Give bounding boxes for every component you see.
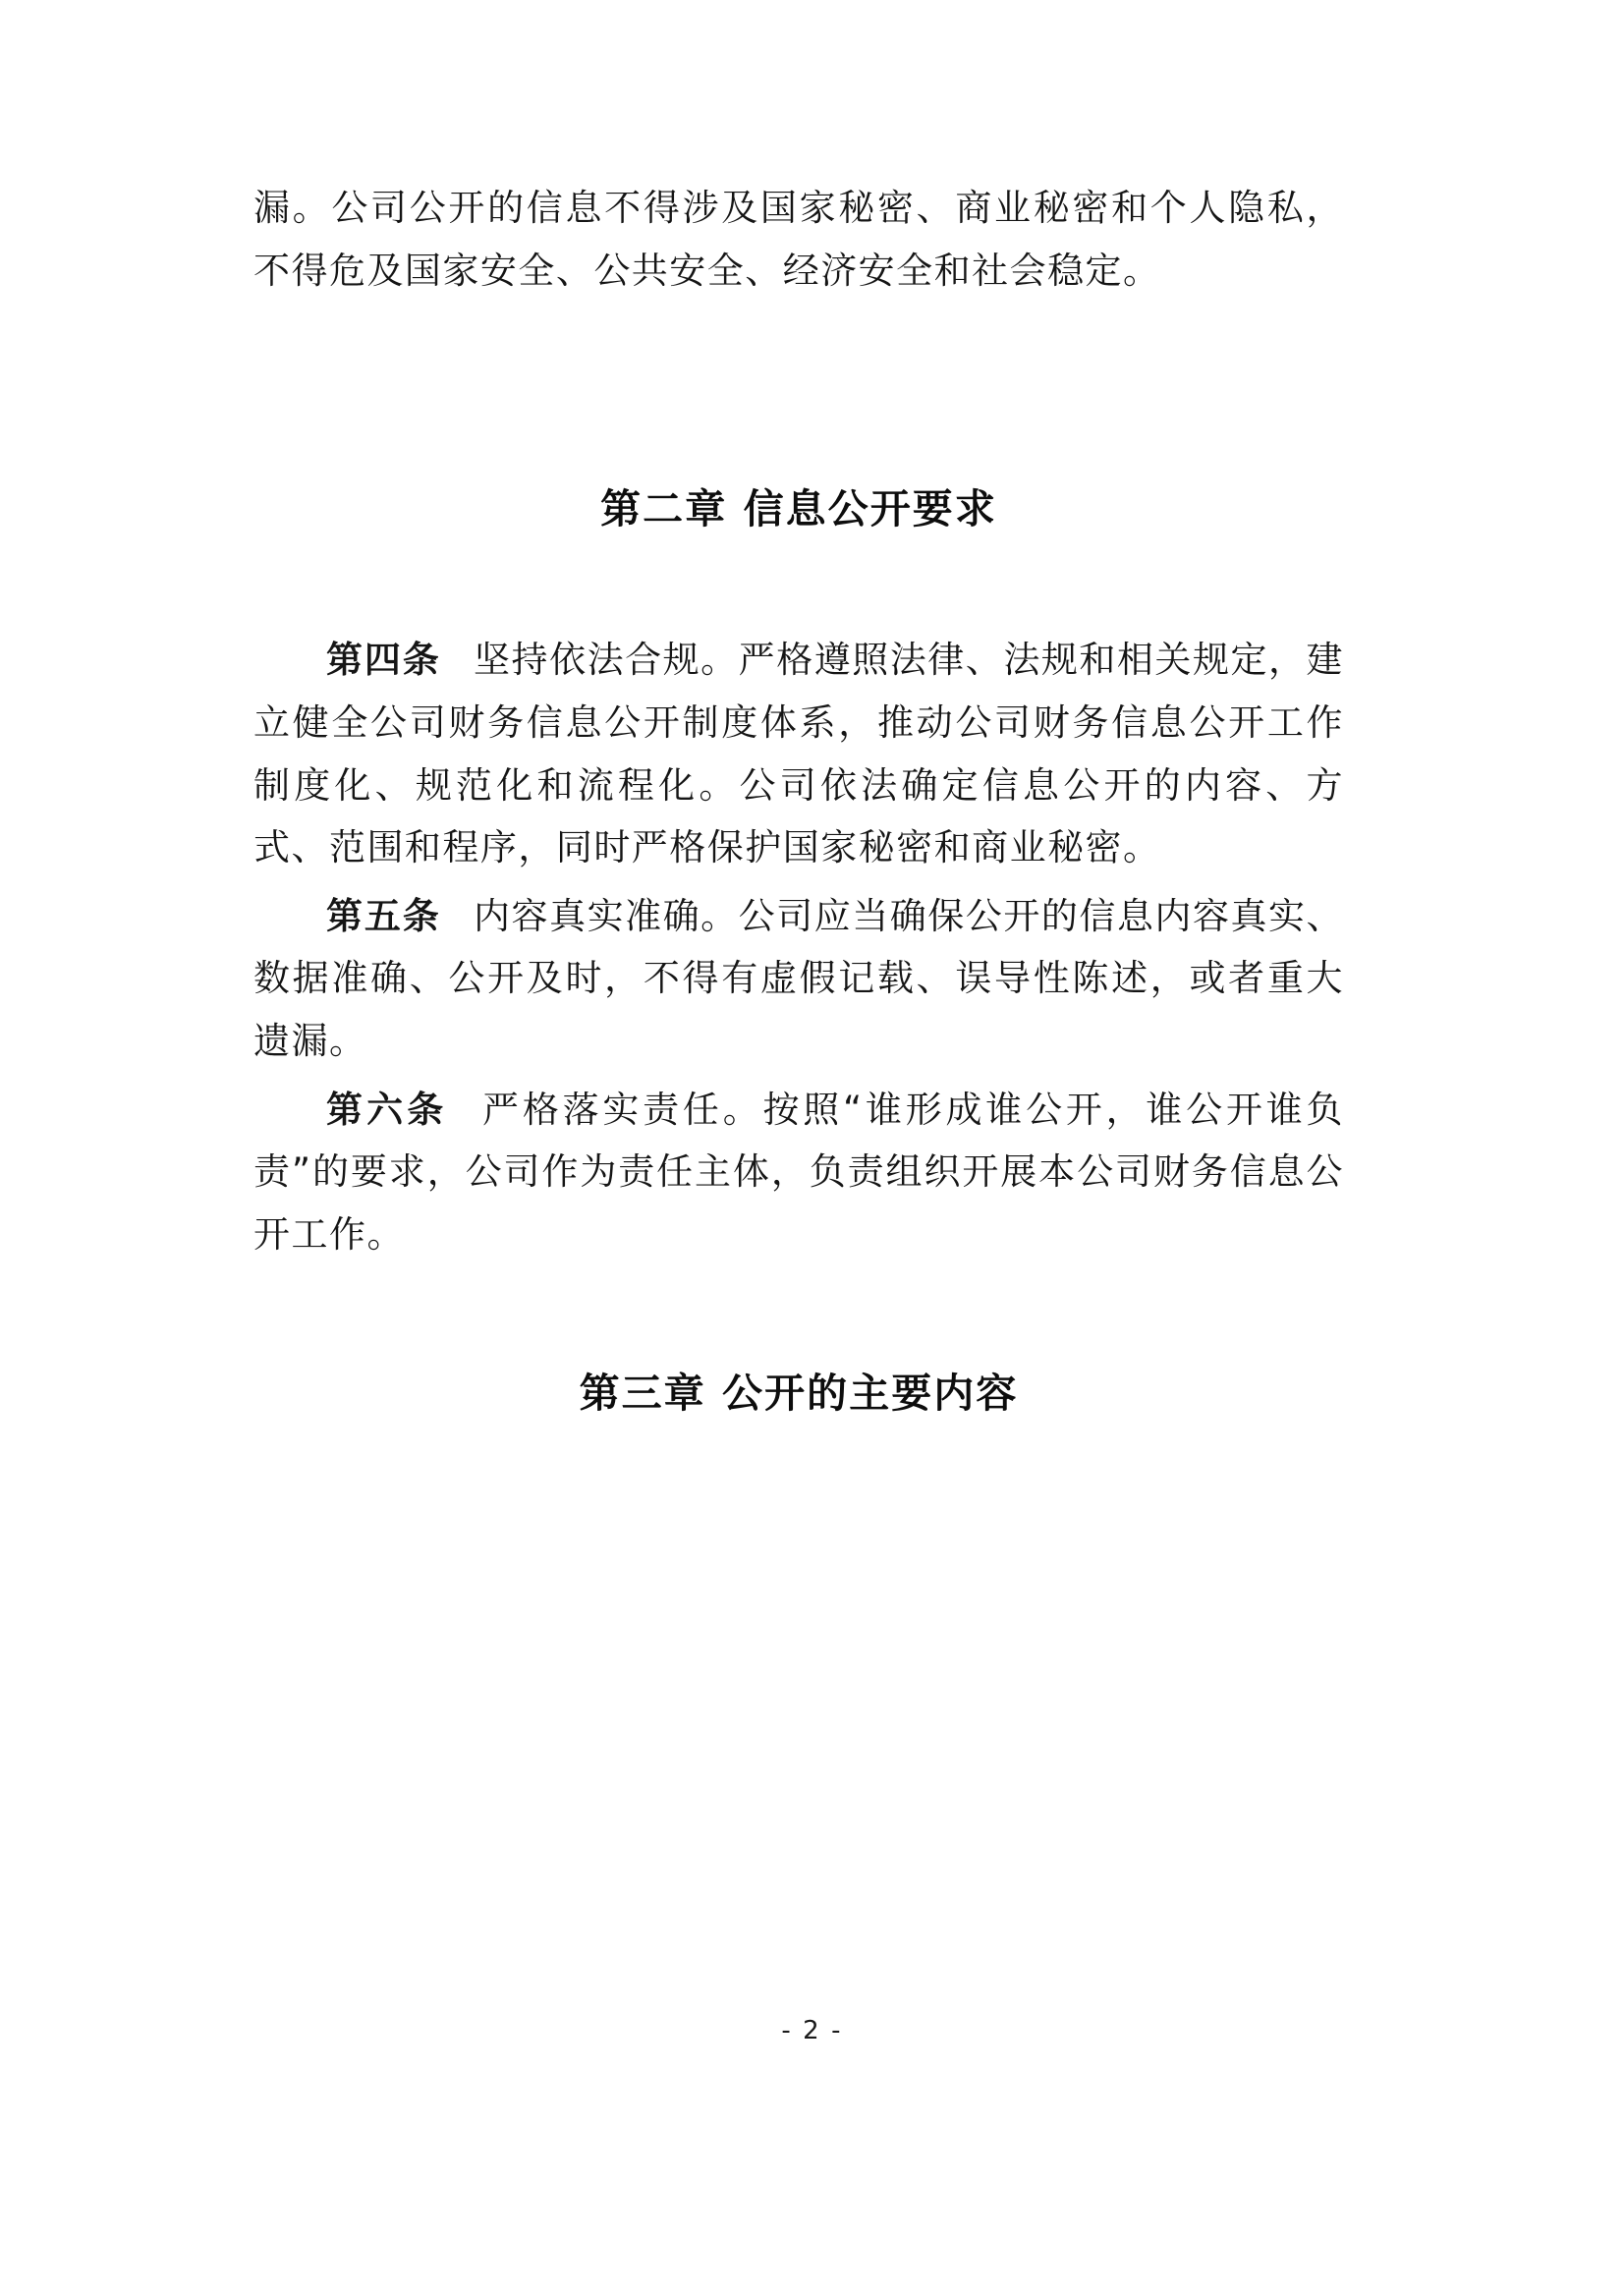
article-five-text: 内容真实准确。公司应当确保公开的信息内容真实、数据准确、公开及时，不得有虚假记载、误导性陈述，或者重大遗漏。	[253, 894, 1344, 1062]
article-six	[253, 1079, 1344, 1266]
chapter-three-heading: 第三章 公开的主要内容	[579, 1369, 1019, 1417]
article-five	[253, 885, 1344, 1073]
article-four	[253, 629, 1344, 879]
continued-paragraph: 漏。公司公开的信息不得涉及国家秘密、商业秘密和个人隐私，不得危及国家安全、公共安全、经济安全和社会稳定。	[253, 187, 1344, 292]
article-six-label: 第六条	[326, 1088, 448, 1131]
article-four-label: 第四条	[326, 639, 441, 682]
article-six-text: 严格落实责任。按照“谁形成谁公开，谁公开谁负责”的要求，公司作为责任主体，负责组织开展本公司财务信息公开工作。	[253, 1088, 1344, 1256]
heading-spacer	[253, 534, 1344, 629]
article-five-label: 第五条	[326, 894, 441, 937]
article-four-text: 坚持依法合规。严格遵照法律、法规和相关规定，建立健全公司财务信息公开制度体系，推动公司财务信息公开工作制度化、规范化和流程化。公司依法确定信息公开的内容、方式、范围和程序，同时严格保护国家秘密和商业秘密。	[253, 639, 1344, 869]
section-spacer	[253, 302, 1344, 476]
page-number: - 2 -	[781, 2016, 843, 2045]
page-content	[253, 177, 1344, 1419]
chapter-three-spacer	[253, 1266, 1344, 1361]
chapter-two-heading: 第二章 信息公开要求	[600, 485, 997, 533]
